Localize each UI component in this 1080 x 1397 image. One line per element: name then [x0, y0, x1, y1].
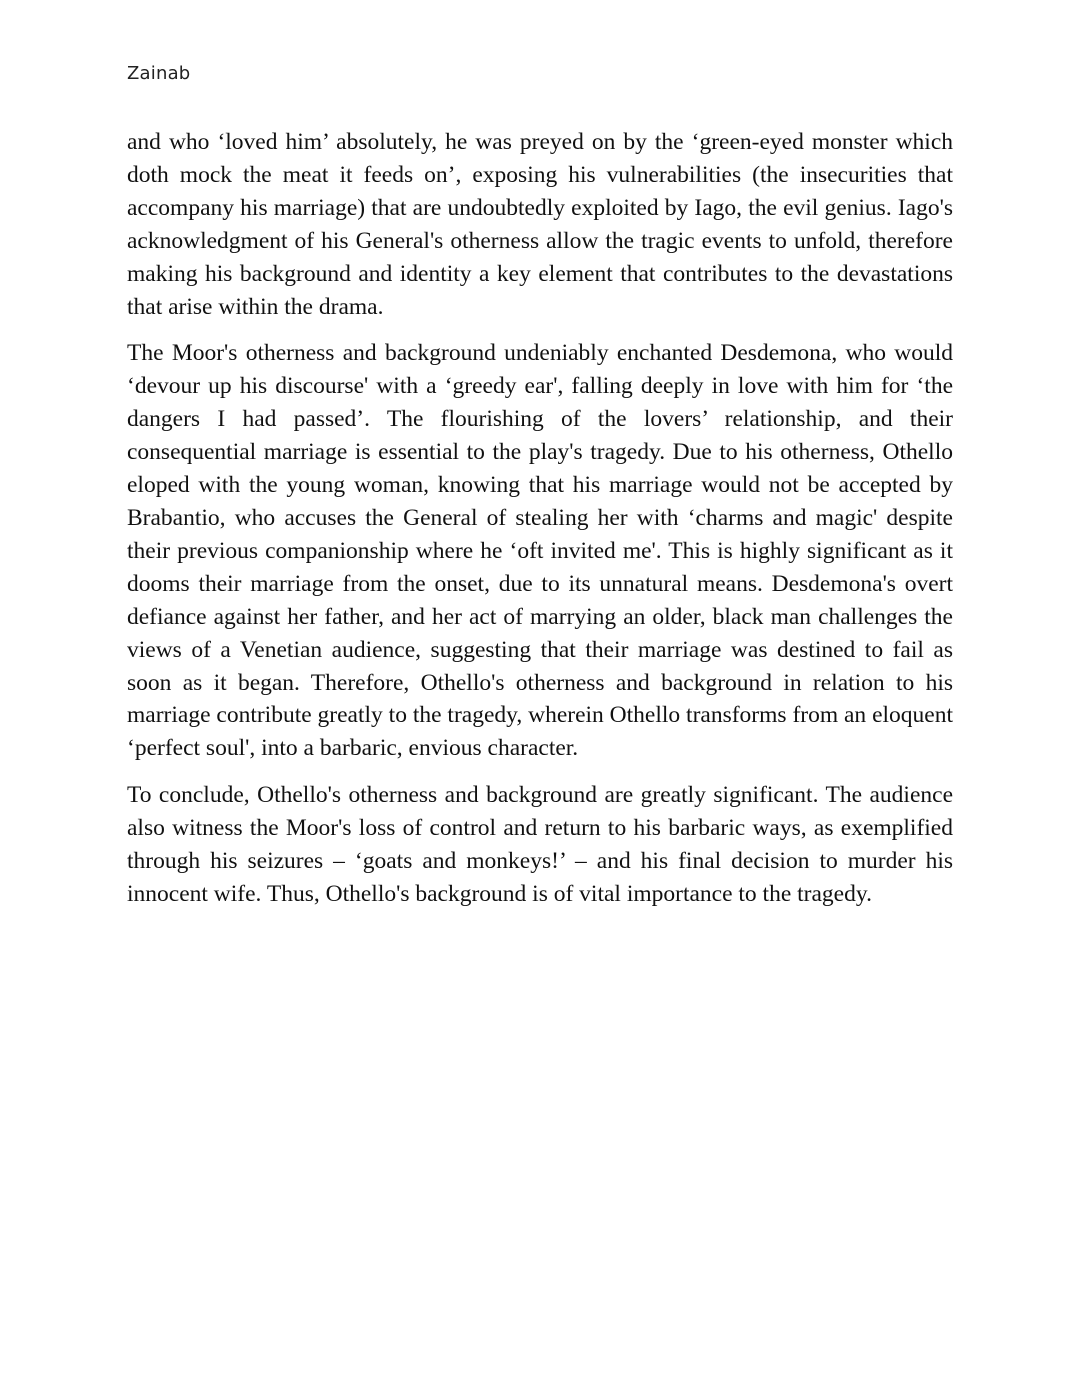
essay-body [127, 126, 953, 925]
paragraph-3: To conclude, Othello's otherness and background are greatly significant. The audience also witness the Moor's loss of control and return to his barbaric ways, as exemplified through his seizures – ‘goats and monkeys!’ – and his final decision to murder his innocent wife. Thus, Othello's background is of vital importance to the tragedy. [127, 782, 953, 907]
paragraph-2: The Moor's otherness and background undeniably enchanted Desdemona, who would ‘devour up his discourse' with a ‘greedy ear', falling deeply in love with him for ‘the dangers I had passed’. The flourishing of the lovers’ relationship, and their consequential marriage is essential to the play's tragedy. Due to his otherness, Othello eloped with the young woman, knowing that his marriage would not be accepted by Brabantio, who accuses the General of stealing her with ‘charms and magic' despite their previous companionship where he ‘oft invited me'. This is highly significant as it dooms their marriage from the onset, due to its unnatural means. Desdemona's overt defiance against her father, and her act of marrying an older, black man challenges the views of a Venetian audience, suggesting that their marriage was destined to fail as soon as it began. Therefore, Othello's otherness and background in relation to his marriage contribute greatly to the tragedy, wherein Othello transforms from an eloquent ‘perfect soul', into a barbaric, envious character. [127, 340, 953, 762]
author-header: Zainab [127, 63, 191, 84]
paragraph-1: and who ‘loved him’ absolutely, he was preyed on by the ‘green-eyed monster which doth mock the meat it feeds on’, exposing his vulnerabilities (the insecurities that accompany his marriage) that are undoubtedly exploited by Iago, the evil genius. Iago's acknowledgment of his General's otherness allow the tragic events to unfold, therefore making his background and identity a key element that contributes to the devastations that arise within the drama. [127, 129, 953, 320]
